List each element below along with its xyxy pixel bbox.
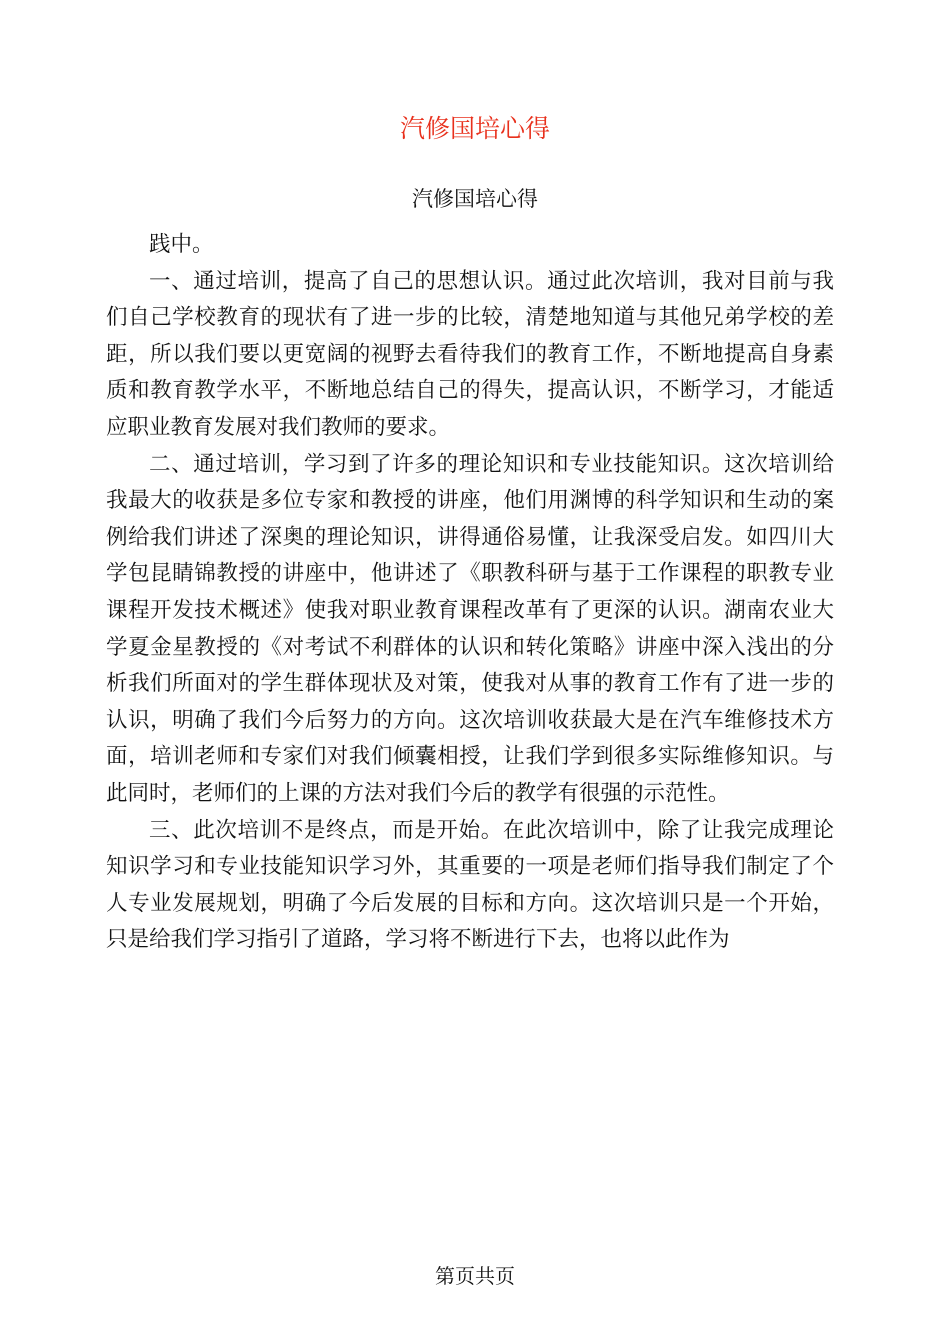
document-title: 汽修国培心得 — [399, 114, 550, 143]
paragraph: 践中。 — [149, 232, 214, 257]
document-body — [106, 227, 834, 959]
paragraph: 二、通过培训，学习到了许多的理论知识和专业技能知识。这次培训给我最大的收获是多位专家和教授的讲座，他们用渊博的科学知识和生动的案例给我们讲述了深奥的理论知识，讲得通俗易懂，让我深受启发。如四川大学包昆睛锦教授的讲座中，他讲述了《职教科研与基于工作课程的职教专业课程开发技术概述》使我对职业教育课程改革有了更深的认识。湖南农业大学夏金星教授的《对考试不利群体的认识和转化策略》讲座中深入浅出的分析我们所面对的学生群体现状及对策，使我对从事的教育工作有了进一步的认识，明确了我们今后努力的方向。这次培训收获最大是在汽车维修技术方面，培训老师和专家们对我们倾囊相授，让我们学到很多实际维修知识。与此同时，老师们的上课的方法对我们今后的教学有很强的示范性。 — [106, 451, 834, 806]
page-footer: 第页共页 — [435, 1264, 515, 1288]
paragraph: 一、通过培训，提高了自己的思想认识。通过此次培训，我对目前与我们自己学校教育的现状有了进一步的比较，清楚地知道与其他兄弟学校的差距，所以我们要以更宽阔的视野去看待我们的教育工作，不断地提高自身素质和教育教学水平，不断地总结自己的得失，提高认识，不断学习，才能适应职业教育发展对我们教师的要求。 — [106, 268, 834, 440]
paragraph: 三、此次培训不是终点，而是开始。在此次培训中，除了让我完成理论知识学习和专业技能知识学习外，其重要的一项是老师们指导我们制定了个人专业发展规划，明确了今后发展的目标和方向。这次培训只是一个开始，只是给我们学习指引了道路，学习将不断进行下去，也将以此作为 — [106, 817, 834, 953]
document-subtitle: 汽修国培心得 — [412, 187, 538, 211]
